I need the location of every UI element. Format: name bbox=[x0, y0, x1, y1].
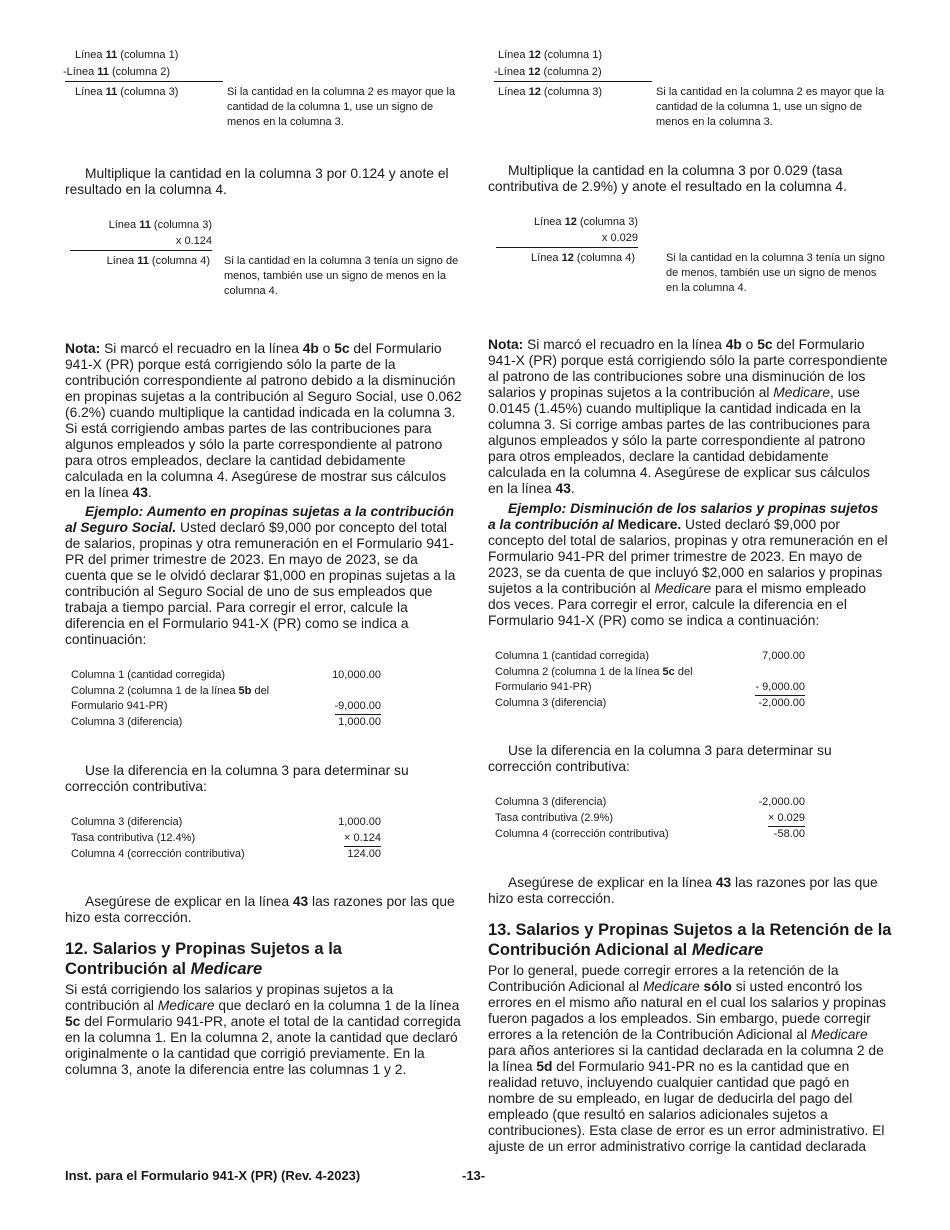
ejemplo-paragraph: Ejemplo: Aumento en propinas sujetas a la contribución al Seguro Social. Usted declaró $9,000 por concepto del total de salarios, propinas y otra remuneración en el Formulario 941-PR del primer trimestre de 2023. En mayo de 2023, se da cuenta que se le olvidó declarar $1,000 en propinas sujetas a la contribución al Seguro Social de uno de sus empleados que trabaja a tiempo parcial. Para corregir el error, calcule la diferencia en el Formulario 941-X (PR) como se indica a continuación: bbox=[65, 504, 456, 647]
section-13-text: Por lo general, puede corregir errores a la retención de la Contribución Adicional al Medicare sólo si usted encontró los errores en el mismo año natural en el cual los salarios y propinas fueron pagados a los empleados. Sin embargo, puede corregir errores a la retención de la Contribución Adicional al Medicare para años anteriores si la cantidad declarada en la columna 2 de la línea 5d del Formulario 941-PR no es la cantidad que en realidad retuvo, incluyendo cualquier cantidad que pagó en nombre de su empleado, en lugar de deducirla del pago del empleado (que resultó en salarios adicionales sujetos a contribuciones). Esta clase de error es un error administrativo. El ajuste de un error administrativo corrige la cantidad declarada bbox=[488, 963, 887, 1154]
table-value: 1,000.00 bbox=[338, 716, 381, 728]
table-value: -9,000.00 bbox=[305, 699, 381, 715]
calc-line: Línea 11 (columna 3) bbox=[75, 86, 179, 98]
calc-line: -Línea 11 (columna 2) bbox=[63, 66, 171, 78]
nota-paragraph: Nota: Si marcó el recuadro en la línea 4b o 5c del Formulario 941-X (PR) porque está corrigiendo sólo la parte correspondiente al patrono de las contribuciones sobre una disminución de los salarios y propinas sujetos a la contribución al Medicare, use 0.0145 (1.45%) cuando multiplique la cantidad indicada en la columna 3. Si corrige ambas partes de las contribuciones para algunos empleados y sólo la parte correspondiente al patrono para otros empleados, declare la cantidad debidamente calculada en la columna 4. Asegúrese de explicar sus cálculos en la línea 43. bbox=[488, 337, 888, 496]
table-label: Columna 3 (diferencia) bbox=[71, 816, 183, 828]
calc-note: Si la cantidad en la columna 2 es mayor que la cantidad de la columna 1, use un signo de menos en la columna 3. bbox=[656, 86, 885, 128]
table-label: Columna 2 (columna 1 de la línea 5b del bbox=[71, 685, 270, 697]
table-value: -2,000.00 bbox=[758, 697, 805, 709]
table-label: Formulario 941-PR) bbox=[495, 681, 592, 693]
table-value: - 9,000.00 bbox=[728, 680, 805, 696]
table-label: Columna 4 (corrección contributiva) bbox=[495, 828, 669, 840]
use-diff-text: Use la diferencia en la columna 3 para determinar su corrección contributiva: bbox=[65, 763, 409, 794]
section-13-heading: 13. Salarios y Propinas Sujetos a la Retención de la Contribución Adicional al Medicare bbox=[488, 921, 892, 959]
page-number: -13- bbox=[462, 1168, 486, 1183]
asegurese-text: Asegúrese de explicar en la línea 43 las razones por las que hizo esta corrección. bbox=[488, 875, 878, 906]
calc-line: Línea 11 (columna 1) bbox=[75, 49, 179, 61]
calc-line: Línea 11 (columna 3) bbox=[108, 219, 212, 231]
calc-rule bbox=[496, 247, 638, 248]
table-value: × 0.029 bbox=[728, 811, 805, 827]
multiply-text: Multiplique la cantidad en la columna 3 por 0.029 (tasa contributiva de 2.9%) y anote el resultado en la columna 4. bbox=[488, 163, 847, 194]
table-value: 1,000.00 bbox=[338, 816, 381, 828]
table-label: Columna 3 (diferencia) bbox=[495, 796, 607, 808]
table-label: Columna 3 (diferencia) bbox=[71, 716, 183, 728]
asegurese-text: Asegúrese de explicar en la línea 43 las razones por las que hizo esta corrección. bbox=[65, 894, 455, 925]
calc-line: Línea 12 (columna 3) bbox=[534, 216, 638, 228]
use-diff-text: Use la diferencia en la columna 3 para determinar su corrección contributiva: bbox=[488, 743, 832, 774]
calc-line: Línea 11 (columna 4) bbox=[106, 255, 210, 267]
table-value: 7,000.00 bbox=[762, 650, 805, 662]
multiply-text: Multiplique la cantidad en la columna 3 por 0.124 y anote el resultado en la columna 4. bbox=[65, 166, 449, 197]
calc-rule bbox=[70, 250, 212, 251]
table-value: × 0.124 bbox=[305, 831, 381, 847]
nota-paragraph: Nota: Si marcó el recuadro en la línea 4b o 5c del Formulario 941-X (PR) porque está corrigiendo sólo la parte de la contribución correspondiente al patrono debido a la disminución en propinas sujetas a la contribución al Seguro Social, use 0.062 (6.2%) cuando multiplique la cantidad indicada en la columna 3. Si está corrigiendo ambas partes de las contribuciones para algunos empleados y sólo la parte correspondiente al patrono para otros empleados, declare la cantidad debidamente calculada en la columna 4. Asegúrese de mostrar sus cálculos en la línea 43. bbox=[65, 341, 462, 500]
calc-note: Si la cantidad en la columna 2 es mayor que la cantidad de la columna 1, use un signo de menos en la columna 3. bbox=[227, 86, 456, 128]
table-label: Columna 2 (columna 1 de la línea 5c del bbox=[495, 666, 693, 678]
calc-factor: x 0.124 bbox=[175, 235, 212, 247]
table-value: 10,000.00 bbox=[332, 669, 381, 681]
calc-note: Si la cantidad en la columna 3 tenía un signo de menos, también use un signo de menos en la columna 4. bbox=[666, 252, 885, 294]
table-label: Columna 3 (diferencia) bbox=[495, 697, 607, 709]
table-label: Tasa contributiva (12.4%) bbox=[71, 832, 196, 844]
ejemplo-paragraph: Ejemplo: Disminución de los salarios y propinas sujetos a la contribución al Medicare. Usted declaró $9,000 por concepto del total de salarios, propinas y otra remuneración en el Formulario 941-PR del primer trimestre de 2023. En mayo de 2023, se da cuenta de que incluyó $2,000 en salarios y propinas sujetos a la contribución al Medicare para el mismo empleado dos veces. Para corregir el error, calcule la diferencia en el Formulario 941-X (PR) como se indica a continuación: bbox=[488, 501, 888, 628]
calc-line: Línea 12 (columna 3) bbox=[498, 86, 602, 98]
section-12-text: Si está corrigiendo los salarios y propinas sujetos a la contribución al Medicare que declaró en la columna 1 de la línea 5c del Formulario 941-PR, anote el total de la cantidad corregida en la columna 1. En la columna 2, anote la cantidad que declaró originalmente o la cantidad que corrigió previamente. En la columna 3, anote la diferencia entre las columnas 1 y 2. bbox=[65, 982, 461, 1077]
table-value: 124.00 bbox=[347, 848, 381, 860]
calc-factor: x 0.029 bbox=[601, 232, 638, 244]
table-label: Tasa contributiva (2.9%) bbox=[495, 812, 613, 824]
footer-form-title: Inst. para el Formulario 941-X (PR) (Rev. 4-2023) bbox=[65, 1168, 361, 1183]
table-value: -2,000.00 bbox=[758, 796, 805, 808]
table-label: Columna 4 (corrección contributiva) bbox=[71, 848, 245, 860]
calc-rule bbox=[494, 81, 652, 82]
calc-line: Línea 12 (columna 1) bbox=[498, 49, 602, 61]
calc-line: Línea 12 (columna 4) bbox=[531, 252, 635, 264]
calc-line: -Línea 12 (columna 2) bbox=[494, 66, 602, 78]
table-label: Columna 1 (cantidad corregida) bbox=[71, 669, 226, 681]
section-12-heading: 12. Salarios y Propinas Sujetos a la Contribución al Medicare bbox=[65, 940, 342, 978]
calc-note: Si la cantidad en la columna 3 tenía un signo de menos, también use un signo de menos en la columna 4. bbox=[224, 255, 459, 297]
table-value: -58.00 bbox=[773, 828, 805, 840]
table-label: Columna 1 (cantidad corregida) bbox=[495, 650, 650, 662]
table-label: Formulario 941-PR) bbox=[71, 700, 168, 712]
calc-rule bbox=[65, 81, 223, 82]
